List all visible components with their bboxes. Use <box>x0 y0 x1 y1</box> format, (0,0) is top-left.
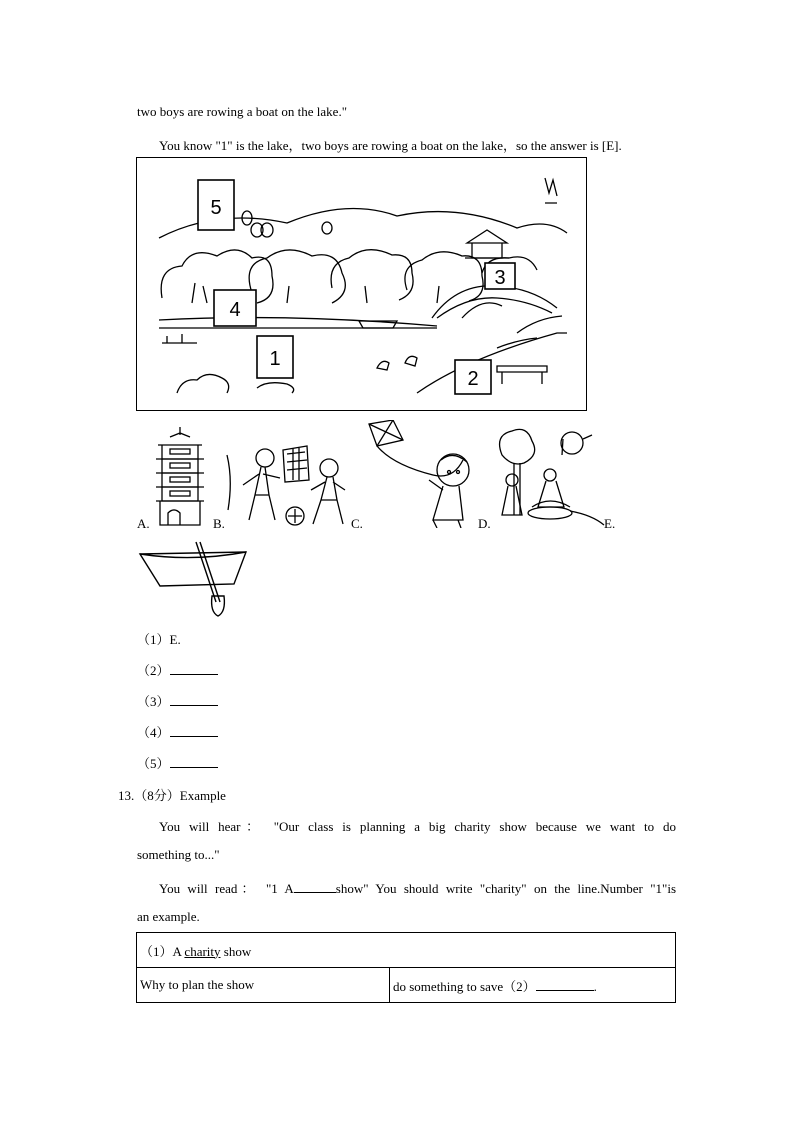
answer-5-blank[interactable] <box>170 755 218 768</box>
read-text-a: "1 A <box>265 881 294 896</box>
park-scene-drawing <box>137 158 586 410</box>
table-row <box>137 933 676 968</box>
option-b-label: B. <box>213 516 225 531</box>
boy-girl-playing-ball-picture <box>225 440 353 528</box>
row1-prefix: （1）A <box>140 943 185 959</box>
question-13-header: 13.（8分）Example <box>118 788 226 803</box>
box-label-3: 3 <box>494 267 506 289</box>
answer-2 <box>137 660 218 679</box>
row1-suffix: show <box>220 943 252 959</box>
box-label-4: 4 <box>229 299 241 321</box>
hear-prefix: You will hear： <box>159 819 265 834</box>
row2-blank[interactable] <box>536 978 594 991</box>
option-c-label: C. <box>351 516 363 531</box>
box-label-2: 2 <box>467 368 479 390</box>
read-text-b: show" You should write "charity" on the line.Number "1"is <box>335 881 676 896</box>
answer-1-value: E. <box>169 632 181 647</box>
option-a-label: A. <box>137 516 150 531</box>
answer-4-label: （4） <box>137 725 170 740</box>
box-label-1: 1 <box>269 348 281 370</box>
intro-line-2: You know "1" is the lake，two boys are rowing a boat on the lake，so the answer is [E]. <box>159 138 622 153</box>
read-prefix: You will read： <box>159 881 259 896</box>
girl-flying-kite-picture <box>363 420 475 528</box>
charity-show-table <box>136 932 676 1003</box>
hear-continuation: something to..." <box>137 847 220 862</box>
table-cell-row1 <box>137 933 676 968</box>
row1-answer: charity <box>184 943 221 959</box>
answer-1-label: （1） <box>137 632 170 647</box>
answer-5 <box>137 753 218 772</box>
table-cell-row2-right <box>390 968 676 1003</box>
hear-line <box>159 816 676 835</box>
read-continuation: an example. <box>137 909 200 924</box>
answer-5-label: （5） <box>137 756 170 771</box>
table-cell-row2-left: Why to plan the show <box>137 968 390 1003</box>
read-blank <box>294 880 336 893</box>
rowing-boat-picture <box>138 540 252 618</box>
answer-4 <box>137 722 218 741</box>
table-row <box>137 968 676 1003</box>
row2-right-prefix: do something to save（2） <box>393 978 536 994</box>
box-label-5: 5 <box>210 197 222 219</box>
pagoda-picture <box>150 425 210 527</box>
answer-3 <box>137 691 218 710</box>
row2-right-suffix: . <box>593 978 597 994</box>
option-e-label: E. <box>604 516 616 531</box>
answer-2-blank[interactable] <box>170 662 218 675</box>
answer-2-label: （2） <box>137 663 170 678</box>
answer-1 <box>137 629 181 648</box>
answer-3-blank[interactable] <box>170 693 218 706</box>
answer-4-blank[interactable] <box>170 724 218 737</box>
park-scene-picture <box>136 157 587 411</box>
hear-text: "Our class is planning a big charity show because we want to do <box>273 819 677 834</box>
option-d-label: D. <box>478 516 491 531</box>
family-picnic-picture <box>492 425 610 527</box>
answer-3-label: （3） <box>137 694 170 709</box>
read-line <box>159 878 676 897</box>
intro-line-1: two boys are rowing a boat on the lake." <box>137 104 347 119</box>
